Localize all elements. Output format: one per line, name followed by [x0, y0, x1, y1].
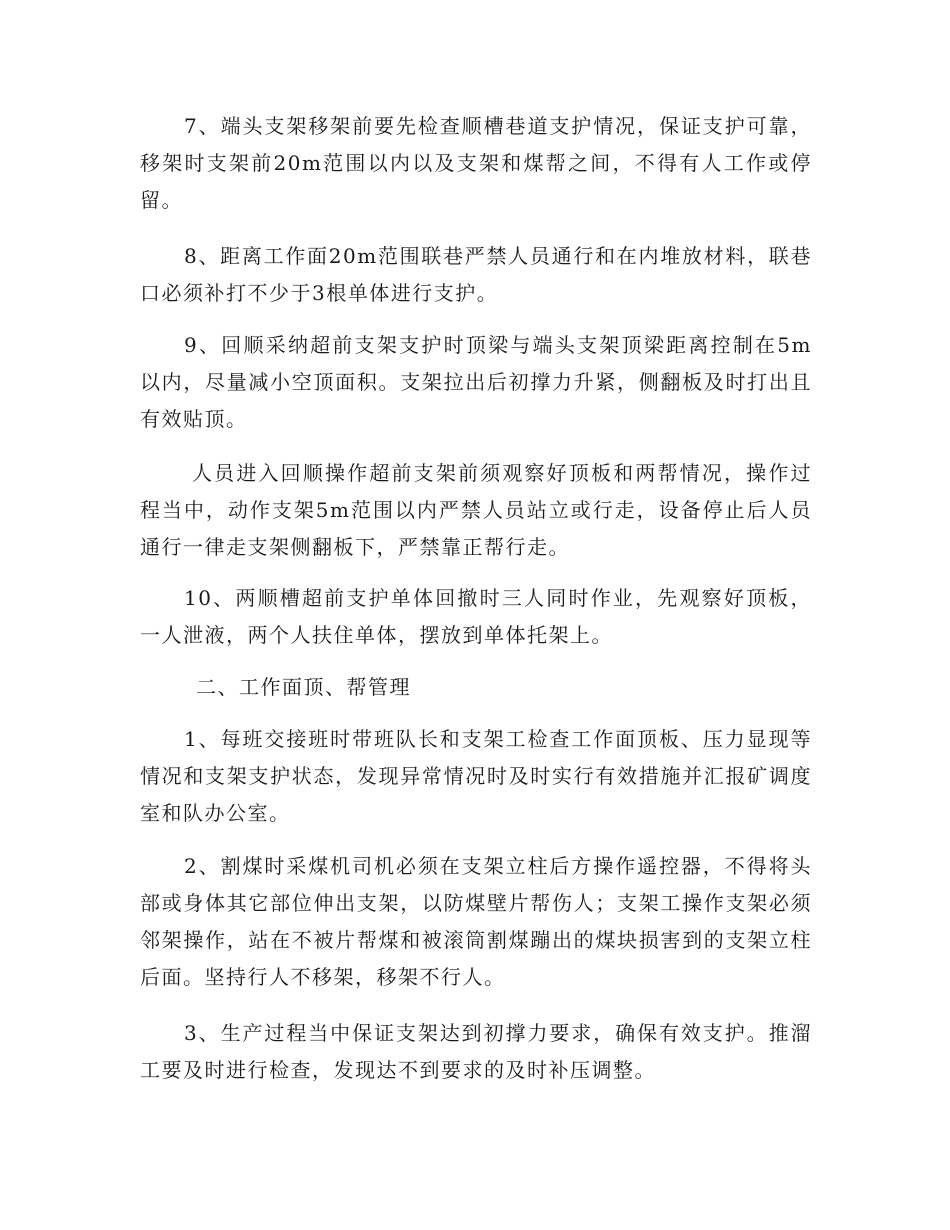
paragraph-item-8: 8、距离工作面20m范围联巷严禁人员通行和在内堆放材料，联巷口必须补打不少于3根单体进行支护。 — [140, 244, 812, 305]
section-heading: 二、工作面顶、帮管理 — [196, 675, 411, 699]
paragraph-item-9: 9、回顺采纳超前支架支护时顶梁与端头支架顶梁距离控制在5m以内，尽量减小空顶面积。支架拉出后初撑力升紧，侧翻板及时打出且有效贴顶。 — [140, 333, 812, 431]
paragraph-personnel-note: 人员进入回顺操作超前支架前须观察好顶板和两帮情况，操作过程当中，动作支架5m范围以内严禁人员站立或行走，设备停止后人员通行一律走支架侧翻板下，严禁靠正帮行走。 — [140, 461, 812, 559]
section-paragraph-item-2: 2、割煤时采煤机司机必须在支架立柱后方操作遥控器，不得将头部或身体其它部位伸出支架，以防煤壁片帮伤人；支架工操作支架必须邻架操作，站在不被片帮煤和被滚筒割煤蹦出的煤块损害到的支架立柱后面。坚持行人不移架，移架不行人。 — [140, 854, 812, 989]
section-paragraph-item-1: 1、每班交接班时带班队长和支架工检查工作面顶板、压力显现等情况和支架支护状态，发现异常情况时及时实行有效措施并汇报矿调度室和队办公室。 — [140, 727, 812, 825]
paragraph-item-7: 7、端头支架移架前要先检查顺槽巷道支护情况，保证支护可靠，移架时支架前20m范围以内以及支架和煤帮之间，不得有人工作或停留。 — [140, 114, 812, 212]
section-paragraph-item-3: 3、生产过程当中保证支架达到初撑力要求，确保有效支护。推溜工要及时进行检查，发现达不到要求的及时补压调整。 — [140, 1021, 812, 1082]
paragraph-item-10: 10、两顺槽超前支护单体回撤时三人同时作业，先观察好顶板，一人泄液，两个人扶住单体，摆放到单体托架上。 — [140, 586, 812, 647]
